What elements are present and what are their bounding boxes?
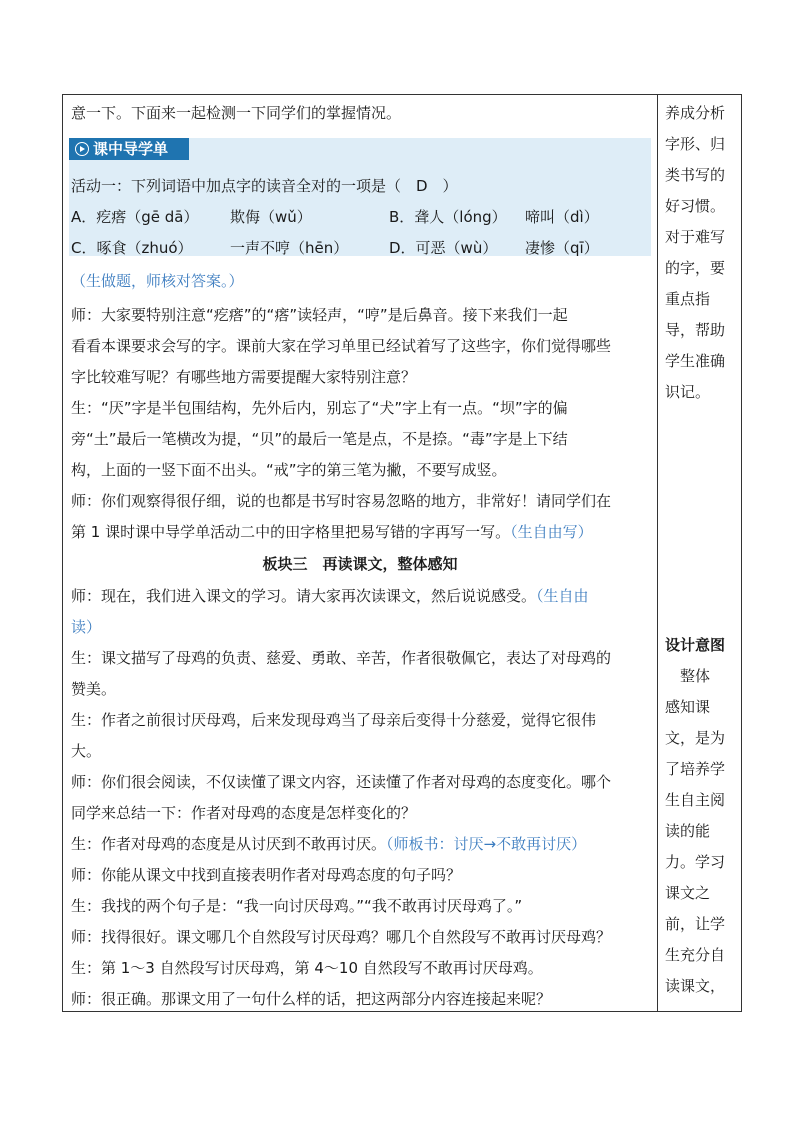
side-text-line: 前，让学 — [665, 915, 726, 933]
side-text-line: 识记。 — [665, 383, 711, 401]
side-text-line: 课文之 — [665, 884, 711, 902]
side-text-line: 力。学习 — [665, 853, 726, 871]
side-text-line: 好习惯。 — [665, 197, 726, 215]
text-line: 生：“厌”字是半包围结构，先外后内，别忘了“犬”字上有一点。“坝”字的偏 — [71, 399, 568, 417]
teacher-note: （生自由 — [536, 587, 589, 605]
option-item: 欺侮（wǔ） — [230, 208, 312, 226]
text-line — [71, 834, 586, 854]
side-text-line: 整体 — [665, 667, 711, 685]
design-intent-title: 设计意图 — [665, 636, 726, 654]
option-item: D．可恶（wù） — [389, 239, 498, 257]
side-text-line: 读课文， — [665, 977, 726, 995]
side-text-line: 导，帮助 — [665, 321, 726, 339]
text-segment: 师：现在，我们进入课文的学习。请大家再次读课文，然后说说感受。 — [71, 587, 537, 605]
guide-sheet-label: 课中导学单 — [93, 140, 169, 158]
teacher-note: 读） — [71, 618, 102, 636]
teacher-note: （师板书：讨厌→不敢再讨厌） — [386, 835, 587, 853]
text-line: 生：课文描写了母鸡的负责、慈爱、勇敢、辛苦，作者很敬佩它，表达了对母鸡的 — [71, 649, 612, 667]
text-line: 意一下。下面来一起检测一下同学们的掌握情况。 — [71, 104, 402, 122]
text-line: 师：找得很好。课文哪几个自然段写讨厌母鸡？哪几个自然段写不敢再讨厌母鸡？ — [71, 928, 612, 946]
option-item: A．疙瘩（gē dā） — [71, 208, 199, 226]
side-text-line: 类书写的 — [665, 166, 726, 184]
side-text-line: 对于难写 — [665, 228, 726, 246]
text-line: 大。 — [71, 742, 102, 760]
option-item: B．聋人（lóng） — [389, 208, 507, 226]
option-item: 凄惨（qī） — [525, 239, 599, 257]
text-line: 同学来总结一下：作者对母鸡的态度是怎样变化的？ — [71, 804, 417, 822]
side-text-line: 感知课 — [665, 698, 711, 716]
side-text-line: 字形、归 — [665, 135, 726, 153]
text-segment: 第 1 课时课中导学单活动二中的田字格里把易写错的字再写一写。 — [71, 523, 511, 541]
text-segment: 生：作者对母鸡的态度是从讨厌到不敢再讨厌。 — [71, 835, 387, 853]
option-item: 一声不哼（hēn） — [230, 239, 349, 257]
activity-question: 活动一：下列词语中加点字的读音全对的一项是（ D ） — [71, 177, 458, 195]
option-item: C．啄食（zhuó） — [71, 239, 193, 257]
teacher-note: （生自由写） — [510, 523, 593, 541]
side-text-line: 的字，要 — [665, 259, 726, 277]
side-text-line: 读的能 — [665, 822, 711, 840]
text-line: 师：你们观察得很仔细，说的也都是书写时容易忽略的地方，非常好！请同学们在 — [71, 492, 612, 510]
side-text-line: 学生准确 — [665, 352, 726, 370]
text-line: 生：我找的两个句子是：“我一向讨厌母鸡。”“我不敢再讨厌母鸡了。” — [71, 897, 523, 915]
text-line: 生：第 1～3 自然段写讨厌母鸡，第 4～10 自然段写不敢再讨厌母鸡。 — [71, 959, 543, 977]
option-item: 啼叫（dì） — [525, 208, 599, 226]
side-text-line: 文，是为 — [665, 729, 726, 747]
text-line: 师：你能从课文中找到直接表明作者对母鸡态度的句子吗？ — [71, 866, 462, 884]
text-line — [71, 586, 589, 606]
play-circle-icon — [75, 142, 89, 156]
section-title: 板块三 再读课文，整体感知 — [262, 555, 458, 573]
column-divider — [657, 95, 658, 1011]
text-line: 赞美。 — [71, 680, 117, 698]
text-line: 看看本课要求会写的字。课前大家在学习单里已经试着写了这些字，你们觉得哪些 — [71, 337, 612, 355]
side-text-line: 重点指 — [665, 290, 711, 308]
guide-sheet-tag — [69, 138, 189, 160]
side-text-line: 养成分析 — [665, 104, 726, 122]
text-line: 师：大家要特别注意“疙瘩”的“瘩”读轻声，“哼”是后鼻音。接下来我们一起 — [71, 306, 568, 324]
text-line: 构，上面的一竖下面不出头。“戒”字的第三笔为撇，不要写成竖。 — [71, 461, 507, 479]
lesson-plan-table — [62, 94, 742, 1012]
text-line: 生：作者之前很讨厌母鸡，后来发现母鸡当了母亲后变得十分慈爱，觉得它很伟 — [71, 711, 597, 729]
text-line: 旁“土”最后一笔横改为提，“贝”的最后一笔是点，不是捺。“毒”字是上下结 — [71, 430, 568, 448]
teacher-note: （生做题，师核对答案。） — [71, 272, 244, 290]
side-text-line: 了培养学 — [665, 760, 726, 778]
side-text-line: 生自主阅 — [665, 791, 726, 809]
text-line: 字比较难写呢？有哪些地方需要提醒大家特别注意？ — [71, 368, 417, 386]
text-line: 师：你们很会阅读，不仅读懂了课文内容，还读懂了作者对母鸡的态度变化。哪个 — [71, 773, 612, 791]
text-line: 师：很正确。那课文用了一句什么样的话，把这两部分内容连接起来呢？ — [71, 990, 552, 1008]
side-text-line: 生充分自 — [665, 946, 726, 964]
text-line — [71, 522, 593, 542]
